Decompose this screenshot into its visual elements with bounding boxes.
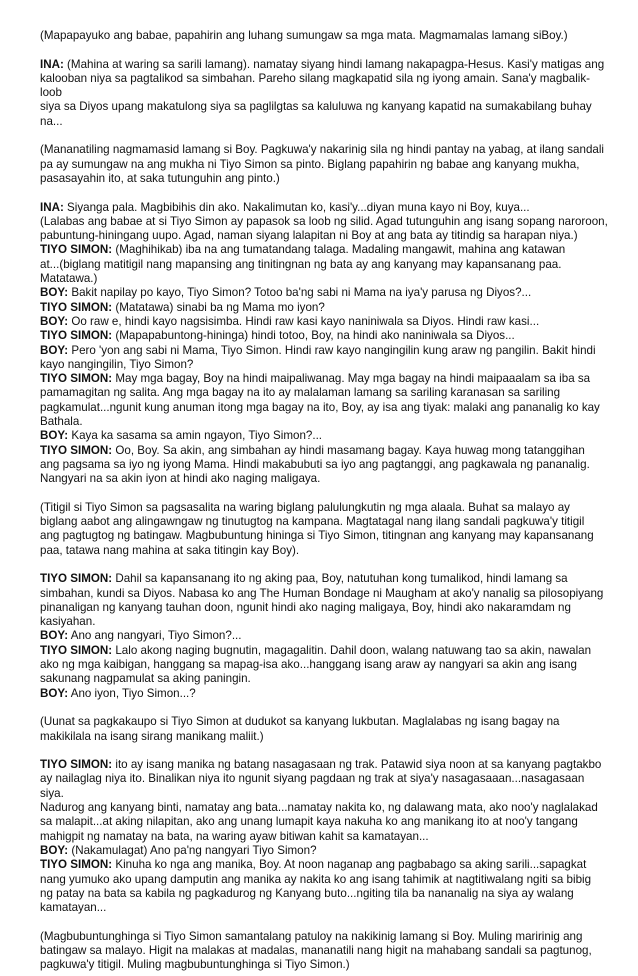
text-line xyxy=(40,715,608,729)
line-text: Oo raw e, hindi kayo nagsisimba. Hindi raw kasi kayo naniniwala sa Diyos. Hindi raw kasi... xyxy=(68,314,540,328)
text-line xyxy=(40,801,608,815)
text-line xyxy=(40,658,608,672)
paragraph xyxy=(40,143,608,186)
speaker-label: INA: xyxy=(40,57,64,71)
dialogue-line xyxy=(40,572,608,586)
speaker-label: TIYO SIMON: xyxy=(40,858,113,872)
line-text: kayo nangingilin, Tiyo Simon? xyxy=(40,357,194,371)
line-text: pamamagitan ng salita. Ang mga bagay na ito ay malalaman lamang sa sariling karanasan sa sariling xyxy=(40,386,561,400)
text-line xyxy=(40,258,608,272)
paragraph xyxy=(40,930,608,973)
line-text: Kaya ka sasama sa amin ngayon, Tiyo Simon?... xyxy=(68,429,323,443)
text-line xyxy=(40,730,608,744)
dialogue-line xyxy=(40,629,608,643)
text-line xyxy=(40,930,608,944)
line-text: at...(biglang matitigil nang mapansing ang tinitingnan ng bata ay ang kanyang may kapansanang paa. xyxy=(40,257,562,271)
paragraph xyxy=(40,758,608,915)
paragraph xyxy=(40,201,608,487)
speaker-label: BOY: xyxy=(40,843,69,857)
text-line xyxy=(40,887,608,901)
text-line xyxy=(40,401,608,415)
speaker-label: INA: xyxy=(40,200,64,214)
text-line xyxy=(40,100,608,114)
text-line xyxy=(40,515,608,529)
line-text: (Mapapayuko ang babae, papahirin ang luhang sumungaw sa mga mata. Magmamalas lamang siBoy.) xyxy=(40,29,568,42)
line-text: Kinuha ko nga ang manika, Boy. At noon naganap ang pagbabago sa aking sarili...sapagkat xyxy=(112,858,587,872)
speaker-label: BOY: xyxy=(40,343,69,357)
text-line xyxy=(40,958,608,972)
speaker-label: TIYO SIMON: xyxy=(40,758,113,772)
dialogue-line xyxy=(40,429,608,443)
line-text: (Matatawa) sinabi ba ng Mama mo iyon? xyxy=(112,300,325,314)
paragraph xyxy=(40,572,608,701)
line-text: (Mapapabuntong-hininga) hindi totoo, Boy, na hindi ako naniniwala sa Diyos... xyxy=(112,329,515,343)
line-text: ito ay isang manika ng batang nasagasaan ng trak. Patawid siya noon at sa kanyang pagtakbo xyxy=(112,758,602,772)
line-text: kalooban niya sa pagtalikod sa simbahan. Pareho silang magkapatid sila ng iyong amain. Sana'y magbalik-loob xyxy=(40,71,591,100)
dialogue-line xyxy=(40,687,608,701)
speaker-label: TIYO SIMON: xyxy=(40,243,113,257)
text-line xyxy=(40,415,608,429)
text-line xyxy=(40,901,608,915)
line-text: pasasayahin ito, at saka tutunguhin ang pinto.) xyxy=(40,171,280,185)
line-text: pagkuwa'y titigil. Muling magbubuntunghinga si Tiyo Simon.) xyxy=(40,958,350,972)
speaker-label: BOY: xyxy=(40,286,69,300)
paragraph xyxy=(40,715,608,744)
text-line xyxy=(40,672,608,686)
dialogue-line xyxy=(40,758,608,772)
text-line xyxy=(40,529,608,543)
line-text: paa, tatawa nang mahina at saka titingin kay Boy). xyxy=(40,543,300,557)
line-text: simbahan, kundi sa Diyos. Nabasa ko ang The Human Bondage ni Maugham at ako'y nanalig sa pilosopiyang xyxy=(40,586,604,600)
dialogue-line xyxy=(40,301,608,315)
line-text: Nadurog ang kanyang binti, namatay ang bata...namatay nakita ko, ng dalawang mata, ako noo'y naglalakad xyxy=(40,801,598,815)
line-text: Nangyari na sa akin iyon at hindi ako naging maligaya. xyxy=(40,472,321,486)
line-text: sa malapit...at aking nilapitan, ako ang unang lumapit kaya nakuha ko ang manikang ito at noo'y tangang xyxy=(40,815,578,829)
line-text: sakunang nagpamulat sa aking paningin. xyxy=(40,672,251,686)
text-line xyxy=(40,115,608,129)
text-line xyxy=(40,472,608,486)
line-text: siya sa Diyos upang makatulong siya sa paglilgtas sa kaluluwa ng kanyang kapatid na sumakabilang buhay xyxy=(40,100,592,114)
dialogue-line xyxy=(40,315,608,329)
line-text: (Nakamulagat) Ano pa'ng nangyari Tiyo Simon? xyxy=(68,843,317,857)
line-text: pabuntung-hiningang uupo. Agad, naman siyang lalapitan ni Boy at ang bata ay titindig sa harapan niya.) xyxy=(40,229,578,243)
line-text: pinanaligan ng kanyang tauhan doon, ngunit hindi ako naging maligaya, Boy, hindi ako nakaramdam ng xyxy=(40,600,571,614)
text-line xyxy=(40,272,608,286)
line-text: (Magbubuntunghinga si Tiyo Simon samantalang patuloy na nakikinig lamang si Boy. Muling maririnig ang xyxy=(40,929,583,943)
line-text: ang pagtugtog ng batingaw. Magbubuntung hininga si Tiyo Simon, titingnan ang kanyang may kapansanang xyxy=(40,529,594,543)
line-text: makikilala na isang sirang manikang maliit.) xyxy=(40,729,264,743)
line-text: Bathala. xyxy=(40,415,83,429)
text-line xyxy=(40,615,608,629)
line-text: nang yumuko ako upang damputin ang manika ay nakita ko ang isang tahimik at nagtitiwalang ngiti sa bibig xyxy=(40,872,592,886)
line-text: (Mananatiling nagmamasid lamang si Boy. Pagkuwa'y nakarinig sila ng hindi pantay na yabag, at ilang sandali xyxy=(40,143,604,157)
text-line xyxy=(40,229,608,243)
dialogue-line xyxy=(40,644,608,658)
dialogue-line xyxy=(40,844,608,858)
line-text: (Uunat sa pagkakaupo si Tiyo Simon at dudukot sa kanyang lukbutan. Maglalabas ng isang bagay na xyxy=(40,715,560,729)
line-text: Bakit napilay po kayo, Tiyo Simon? Totoo ba'ng sabi ni Mama na iya'y parusa ng Diyos?... xyxy=(68,286,532,300)
text-line xyxy=(40,772,608,801)
speaker-label: BOY: xyxy=(40,629,69,643)
line-text: Ano iyon, Tiyo Simon...? xyxy=(68,686,196,700)
line-text: pa ay sumungaw na ang mukha ni Tiyo Simon sa pinto. Biglang papahirin ng babae ang kanyang mukha, xyxy=(40,157,580,171)
text-line xyxy=(40,172,608,186)
dialogue-line xyxy=(40,243,608,257)
text-line xyxy=(40,830,608,844)
text-line xyxy=(40,143,608,157)
text-line xyxy=(40,501,608,515)
line-text: mahigpit ng namatay na bata, na waring ayaw bitiwan kahit sa kamatayan... xyxy=(40,829,429,843)
text-line xyxy=(40,873,608,887)
line-text: ng patay na bata sa kabila ng pagkadurog ng Kanyang buto...ngiting tila ba nananalig na siya ay walang xyxy=(40,886,574,900)
line-text: Ano ang nangyari, Tiyo Simon?... xyxy=(68,629,242,643)
line-text: (Lalabas ang babae at si Tiyo Simon ay papasok sa loob ng silid. Agad tutunguhin ang isang sopang naroroon, xyxy=(40,214,608,228)
text-line xyxy=(40,815,608,829)
line-text: pagkamulat...ngunit kung anuman itong mga bagay na ito, Boy, ay isa ang tiyak: malaki ang pananalig ko kay xyxy=(40,400,600,414)
speaker-label: TIYO SIMON: xyxy=(40,572,113,586)
line-text: (Mahina at waring sa sarili lamang). namatay siyang hindi lamang nakapagpa-Hesus. Kasi'y matigas ang xyxy=(63,57,605,71)
speaker-label: BOY: xyxy=(40,686,69,700)
line-text: Matatawa.) xyxy=(40,272,98,286)
speaker-label: TIYO SIMON: xyxy=(40,443,113,457)
line-text: Dahil sa kapansanang ito ng aking paa, Boy, natutuhan kong tumalikod, hindi lamang sa xyxy=(112,572,568,586)
dialogue-line xyxy=(40,858,608,872)
line-text: Lalo akong naging bugnutin, magagalitin. Dahil doon, walang natuwang tao sa akin, nawalan xyxy=(112,643,592,657)
speaker-label: BOY: xyxy=(40,314,69,328)
text-line xyxy=(40,544,608,558)
speaker-label: TIYO SIMON: xyxy=(40,372,113,386)
text-line xyxy=(40,358,608,372)
speaker-label: TIYO SIMON: xyxy=(40,643,113,657)
text-line xyxy=(40,29,608,43)
dialogue-line xyxy=(40,329,608,343)
line-text: May mga bagay, Boy na hindi maipaliwanag. May mga bagay na hindi maipaaalam sa iba sa xyxy=(112,372,591,386)
speaker-label: BOY: xyxy=(40,429,69,443)
line-text: (Titigil si Tiyo Simon sa pagsasalita na waring biglang palulungkutin ng mga alaala. Buhat sa malayo ay xyxy=(40,500,570,514)
speaker-label: TIYO SIMON: xyxy=(40,329,113,343)
line-text: batingaw sa malayo. Higit na malakas at madalas, mananatili nang higit na mahabang sandali sa pagtunog, xyxy=(40,944,592,957)
line-text: Pero 'yon ang sabi ni Mama, Tiyo Simon. Hindi raw kayo nangingilin kung araw ng pangilin. Bakit hindi xyxy=(68,343,596,357)
line-text: na... xyxy=(40,114,63,128)
line-text: ay nailaglag niya ito. Binalikan niya ito ngunit siyang pagdaan ng trak at siya'y nasagasaaan...nasagasaan siya. xyxy=(40,772,585,800)
dialogue-line xyxy=(40,344,608,358)
line-text: Oo, Boy. Sa akin, ang simbahan ay hindi masamang bagay. Kaya huwag mong tatanggihan xyxy=(112,443,585,457)
text-line xyxy=(40,944,608,958)
line-text: ako ng mga kaibigan, hanggang sa mapag-isa ako...hanggang isang araw ay nangyari sa akin ang isang xyxy=(40,658,577,672)
paragraph xyxy=(40,58,608,129)
dialogue-line xyxy=(40,444,608,458)
text-line xyxy=(40,601,608,615)
line-text: Siyanga pala. Magbibihis din ako. Nakalimutan ko, kasi'y...diyan muna kayo ni Boy, kuya... xyxy=(63,200,530,214)
dialogue-line xyxy=(40,201,608,215)
line-text: (Maghihikab) iba na ang tumatandang talaga. Madaling mangawit, mahina ang katawan xyxy=(112,243,566,257)
text-line xyxy=(40,587,608,601)
paragraph xyxy=(40,29,608,43)
text-line xyxy=(40,386,608,400)
text-line xyxy=(40,72,608,101)
dialogue-line xyxy=(40,372,608,386)
paragraph xyxy=(40,501,608,558)
dialogue-line xyxy=(40,286,608,300)
line-text: biglang aabot ang alingawngaw ng tinutugtog na kampana. Magtatagal nang ilang sandali pagkuwa'y titigil xyxy=(40,515,585,529)
speaker-label: TIYO SIMON: xyxy=(40,300,113,314)
text-line xyxy=(40,158,608,172)
text-line xyxy=(40,458,608,472)
line-text: kamatayan... xyxy=(40,901,107,915)
line-text: ang pagsama sa iyo ng iyong Mama. Hindi makabubuti sa iyo ang pagtanggi, ang pagkawala ng pananalig. xyxy=(40,457,590,471)
line-text: kasiyahan. xyxy=(40,615,96,629)
text-line xyxy=(40,215,608,229)
dialogue-line xyxy=(40,58,608,72)
